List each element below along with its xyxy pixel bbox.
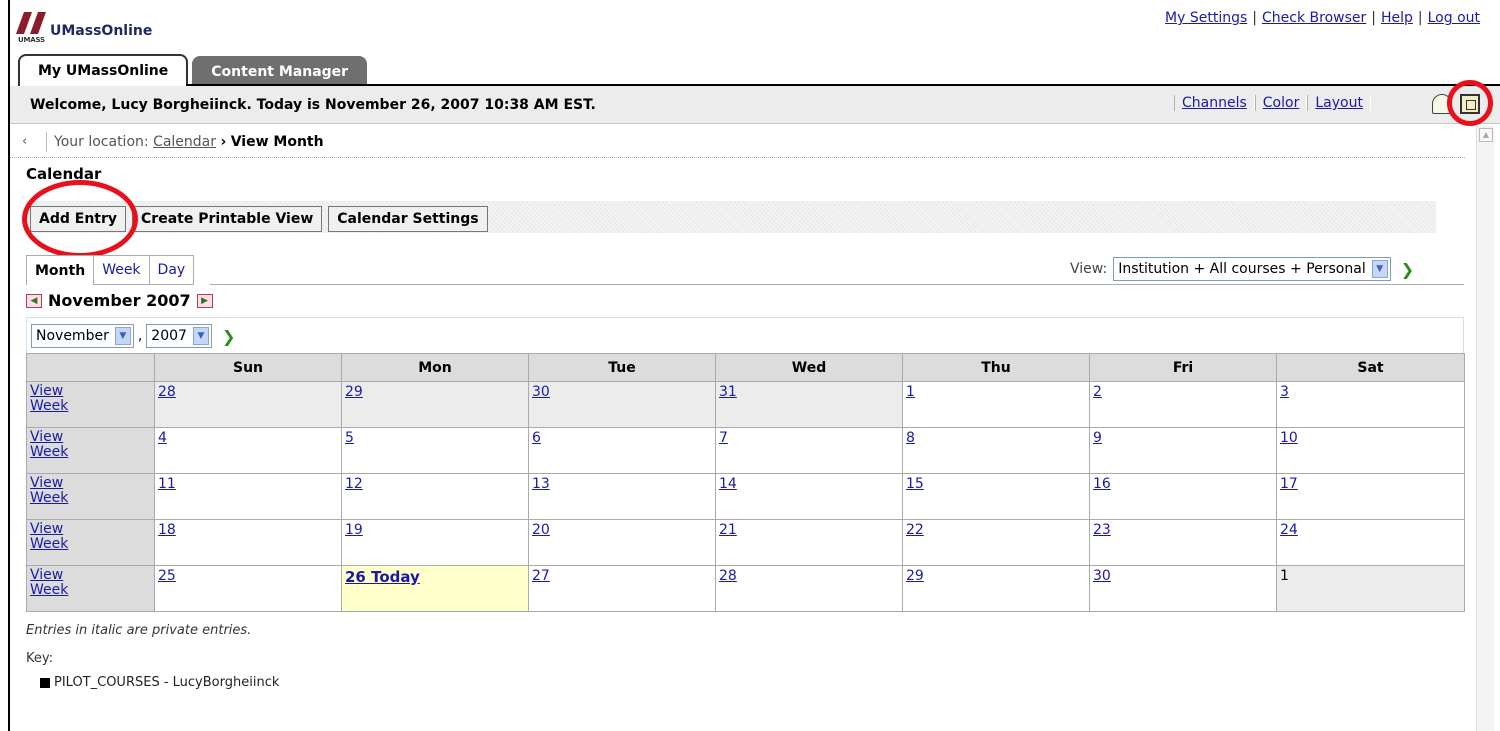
view-week-link[interactable]: View Week [27, 566, 155, 612]
day-cell[interactable]: 17 [1277, 474, 1465, 520]
view-week-link[interactable]: View Week [27, 382, 155, 428]
month-title: November 2007 [48, 291, 191, 310]
breadcrumb-arrow: › [220, 134, 227, 150]
home-icon[interactable] [1432, 94, 1452, 114]
layout-link[interactable]: Layout [1307, 95, 1371, 111]
year-select[interactable]: 2007 ▼ [146, 324, 212, 348]
main-tabs [18, 54, 371, 86]
key-item: PILOT_COURSES - LucyBorgheiinck [40, 675, 279, 690]
day-cell[interactable]: 23 [1090, 520, 1277, 566]
view-week-link[interactable]: View Week [27, 474, 155, 520]
day-cell[interactable]: 18 [155, 520, 342, 566]
week-row [27, 428, 1465, 474]
day-cell[interactable]: 1 [1277, 566, 1465, 612]
day-cell[interactable]: 20 [529, 520, 716, 566]
layout-links [1174, 95, 1371, 111]
view-week-link[interactable]: View Week [27, 520, 155, 566]
week-row [27, 382, 1465, 428]
chevron-down-icon[interactable]: ▼ [115, 327, 131, 345]
day-cell[interactable]: 5 [342, 428, 529, 474]
tab-content-manager[interactable]: Content Manager [192, 56, 367, 86]
view-tabs-divider [210, 284, 1464, 285]
portlet-icon[interactable] [1460, 94, 1480, 114]
key-swatch [40, 678, 50, 688]
welcome-bar [10, 86, 1500, 124]
view-select[interactable]: Institution + All courses + Personal ▼ [1113, 257, 1391, 281]
day-cell[interactable]: 8 [903, 428, 1090, 474]
umass-logo-icon: UMASS [18, 10, 44, 46]
tab-month[interactable]: Month [26, 255, 94, 285]
go-arrow-icon[interactable]: ❯ [1400, 259, 1415, 279]
action-bar [26, 201, 1436, 233]
breadcrumb: ‹ Your location: Calendar › View Month [10, 128, 1465, 158]
channels-link[interactable]: Channels [1174, 95, 1255, 111]
chevron-left-icon[interactable]: ‹ [22, 134, 28, 149]
private-entries-note: Entries in italic are private entries. [26, 623, 252, 638]
day-header-sun: Sun [155, 354, 342, 382]
breadcrumb-calendar-link[interactable]: Calendar [153, 134, 217, 150]
tab-my-umassonline[interactable]: My UMassOnline [18, 54, 188, 86]
day-header-fri: Fri [1090, 354, 1277, 382]
scroll-up-icon[interactable]: ▲ [1479, 128, 1493, 142]
day-cell[interactable]: 10 [1277, 428, 1465, 474]
day-header-wed: Wed [716, 354, 903, 382]
top-links: My Settings | Check Browser | Help | Log out [1165, 10, 1480, 26]
month-calendar [26, 353, 1465, 612]
day-cell[interactable]: 7 [716, 428, 903, 474]
week-row [27, 520, 1465, 566]
day-cell[interactable]: 21 [716, 520, 903, 566]
week-row [27, 474, 1465, 520]
week-column-header [27, 354, 155, 382]
day-cell[interactable]: 28 [716, 566, 903, 612]
month-select[interactable]: November ▼ [31, 324, 134, 348]
calendar-settings-button[interactable]: Calendar Settings [328, 206, 487, 232]
check-browser-link[interactable]: Check Browser [1262, 10, 1367, 26]
day-header-thu: Thu [903, 354, 1090, 382]
week-row [27, 566, 1465, 612]
chevron-down-icon[interactable]: ▼ [193, 327, 209, 345]
day-cell[interactable]: 11 [155, 474, 342, 520]
day-cell[interactable]: 29 [342, 382, 529, 428]
day-cell[interactable]: 28 [155, 382, 342, 428]
day-cell[interactable]: 16 [1090, 474, 1277, 520]
breadcrumb-current: View Month [230, 134, 324, 150]
date-selector-row: November ▼ , 2007 ▼ ❯ [26, 317, 1464, 353]
page-title: Calendar [26, 165, 102, 183]
next-month-icon[interactable]: ▶ [197, 294, 213, 308]
day-cell[interactable]: 30 [529, 382, 716, 428]
brand-name: UMassOnline [50, 23, 153, 39]
day-header-sat: Sat [1277, 354, 1465, 382]
view-filter [1070, 257, 1414, 281]
add-entry-button[interactable]: Add Entry [30, 206, 126, 232]
color-link[interactable]: Color [1255, 95, 1308, 111]
tab-day[interactable]: Day [150, 255, 195, 285]
chevron-down-icon[interactable]: ▼ [1372, 260, 1388, 278]
month-header [26, 291, 219, 310]
day-cell[interactable]: 29 [903, 566, 1090, 612]
umass-logo[interactable] [18, 8, 152, 48]
calendar-header-row [27, 354, 1465, 382]
day-cell[interactable]: 13 [529, 474, 716, 520]
day-cell[interactable]: 4 [155, 428, 342, 474]
day-cell[interactable]: 15 [903, 474, 1090, 520]
day-cell[interactable]: 30 [1090, 566, 1277, 612]
day-cell[interactable]: 14 [716, 474, 903, 520]
welcome-message: Welcome, Lucy Borgheiinck. Today is November 26, 2007 10:38 AM EST. [30, 97, 596, 113]
day-cell[interactable]: 24 [1277, 520, 1465, 566]
view-tabs [26, 255, 194, 285]
day-cell[interactable]: 25 [155, 566, 342, 612]
create-printable-view-button[interactable]: Create Printable View [132, 206, 322, 232]
day-cell[interactable]: 1 [903, 382, 1090, 428]
day-header-mon: Mon [342, 354, 529, 382]
view-week-link[interactable]: View Week [27, 428, 155, 474]
day-header-tue: Tue [529, 354, 716, 382]
day-cell[interactable]: 19 [342, 520, 529, 566]
previous-month-icon[interactable]: ◀ [26, 294, 42, 308]
day-cell[interactable]: 22 [903, 520, 1090, 566]
logout-link[interactable]: Log out [1427, 10, 1480, 26]
day-cell[interactable]: 31 [716, 382, 903, 428]
key-label: Key: [26, 651, 54, 666]
day-cell[interactable]: 9 [1090, 428, 1277, 474]
day-cell[interactable]: 27 [529, 566, 716, 612]
view-label: View: [1070, 261, 1108, 277]
day-cell[interactable]: 2 [1090, 382, 1277, 428]
my-settings-link[interactable]: My Settings [1165, 10, 1248, 26]
go-arrow-icon[interactable]: ❯ [221, 326, 236, 346]
day-cell[interactable]: 3 [1277, 382, 1465, 428]
today-cell[interactable]: 26 Today [342, 566, 529, 612]
help-link[interactable]: Help [1380, 10, 1413, 26]
vertical-scrollbar[interactable] [1476, 126, 1494, 731]
tab-week[interactable]: Week [94, 255, 149, 285]
day-cell[interactable]: 6 [529, 428, 716, 474]
day-cell[interactable]: 12 [342, 474, 529, 520]
